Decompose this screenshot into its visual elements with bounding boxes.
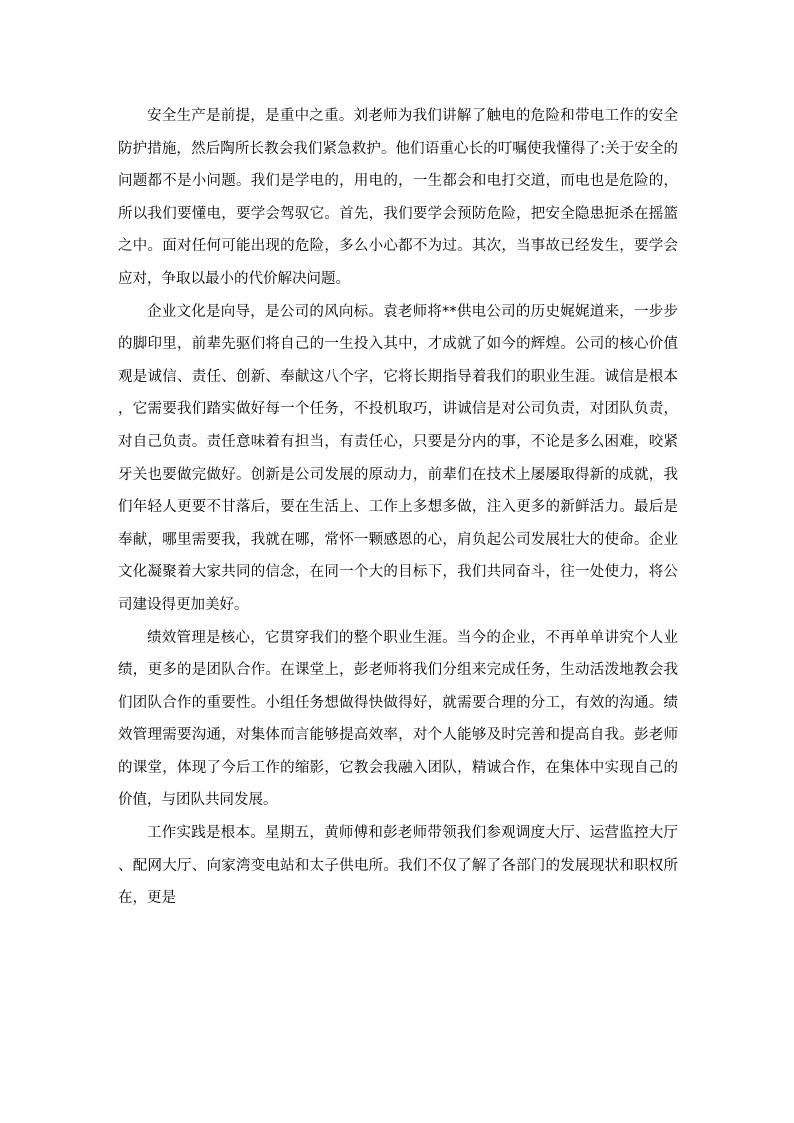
paragraph-performance: 绩效管理是核心，它贯穿我们的整个职业生涯。当今的企业，不再单单讲究个人业绩，更多的是团队合作。在课堂上，彭老师将我们分组来完成任务，生动活泼地教会我们团队合作的重要性。小组任务想做得快做得好，就需要合理的分工，有效的沟通。绩效管理需要沟通，对集体而言能够提高效率，对个人能够及时完善和提高自我。彭老师的课堂，体现了今后工作的缩影，它教会我融入团队，精诚合作，在集体中实现自己的价值，与团队共同发展。	[118, 629, 678, 809]
paragraph-safety: 安全生产是前提，是重中之重。刘老师为我们讲解了触电的危险和带电工作的安全防护措施，然后陶所长教会我们紧急救护。他们语重心长的叮嘱使我懂得了:关于安全的问题都不是小问题。我们是学电的，用电的，一生都会和电打交道，而电也是危险的，所以我们要懂电，要学会驾驭它。首先，我们要学会预防危险，把安全隐患扼杀在摇篮之中。面对任何可能出现的危险，多么小心都不为过。其次，当事故已经发生，要学会应对，争取以最小的代价解决问题。	[118, 108, 678, 287]
paragraph-practice: 工作实践是根本。星期五，黄师傅和彭老师带领我们参观调度大厅、运营监控大厅、配网大厅、向家湾变电站和太子供电所。我们不仅了解了各部门的发展现状和职权所在，更是	[118, 825, 678, 907]
paragraph-culture: 企业文化是向导，是公司的风向标。袁老师将**供电公司的历史娓娓道来，一步步的脚印里，前辈先驱们将自己的一生投入其中，才成就了如今的辉煌。公司的核心价值观是诚信、责任、创新、奉献这八个字，它将长期指导着我们的职业生涯。诚信是根本，它需要我们踏实做好每一个任务，不投机取巧，讲诚信是对公司负责，对团队负责，对自己负责。责任意味着有担当，有责任心，只要是分内的事，不论是多么困难，咬紧牙关也要做完做好。创新是公司发展的原动力，前辈们在技术上屡屡取得新的成就，我们年轻人更要不甘落后，要在生活上、工作上多想多做，注入更多的新鲜活力。最后是奉献，哪里需要我，我就在哪，常怀一颗感恩的心，肩负起公司发展壮大的使命。企业文化凝聚着大家共同的信念，在同一个大的目标下，我们共同奋斗，往一处使力，将公司建设得更加美好。	[118, 303, 678, 613]
document-body	[118, 100, 678, 915]
